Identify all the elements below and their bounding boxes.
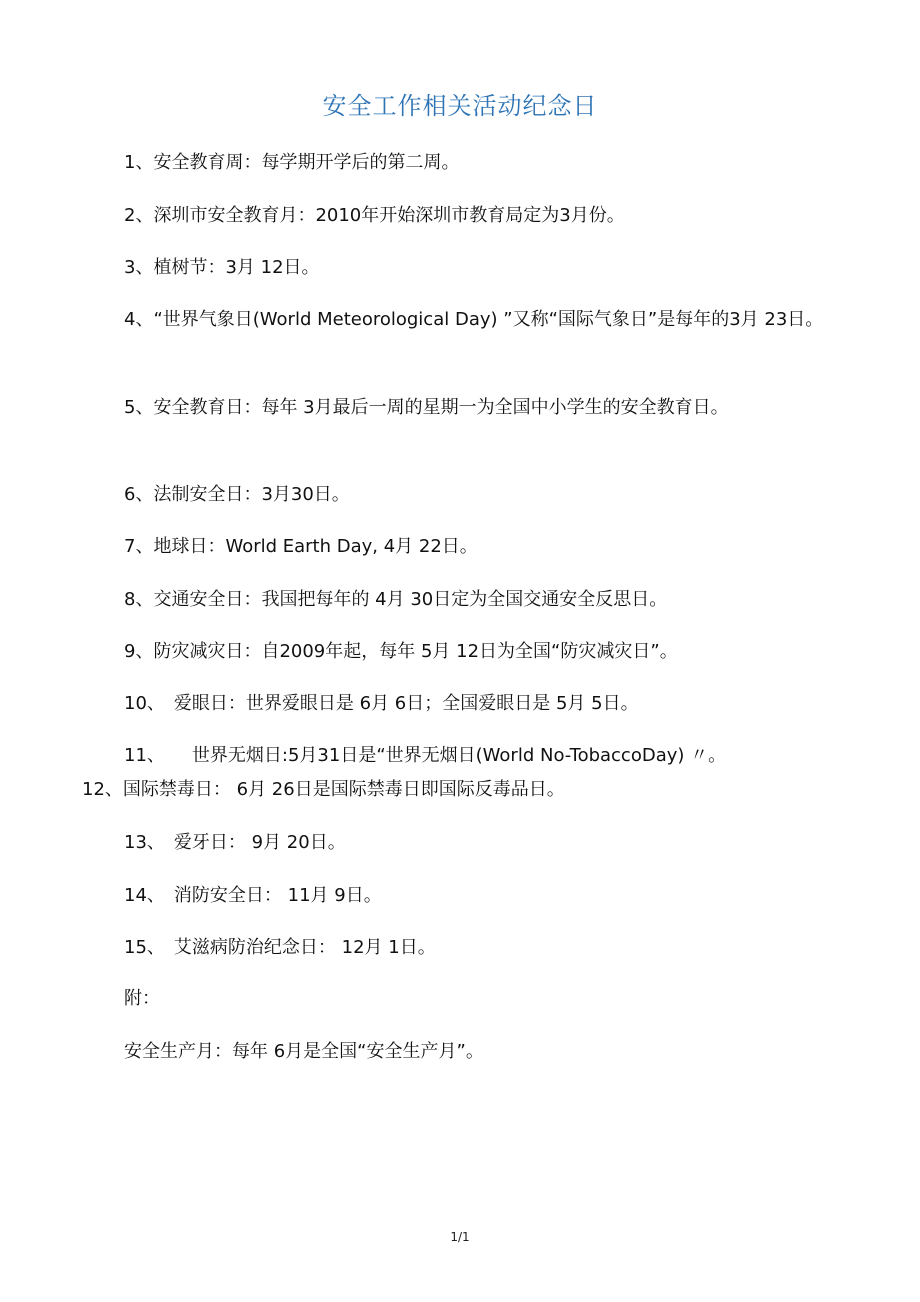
- list-item-7: 7、地球日：World Earth Day, 4月 22日。: [124, 536, 478, 557]
- list-item-12: 12、国际禁毒日： 6月 26日是国际禁毒日即国际反毒品日。: [82, 779, 565, 800]
- appendix-label: 附：: [124, 988, 160, 1009]
- list-item-15: 15、 艾滋病防治纪念日： 12月 1日。: [124, 937, 436, 958]
- list-item-4: 4、“世界气象日(World Meteorological Day) ”又称“国际气象日”是每年的3月 23日。: [124, 309, 824, 330]
- list-item-8: 8、交通安全日：我国把每年的 4月 30日定为全国交通安全反思日。: [124, 589, 668, 610]
- list-item-11: 11、 世界无烟日:5月31日是“世界无烟日(World No-TobaccoDay) 〃。: [124, 745, 727, 766]
- list-item-14: 14、 消防安全日： 11月 9日。: [124, 885, 382, 906]
- list-item-5: 5、安全教育日：每年 3月最后一周的星期一为全国中小学生的安全教育日。: [124, 397, 729, 418]
- list-item-1: 1、安全教育周：每学期开学后的第二周。: [124, 152, 460, 173]
- list-item-6: 6、法制安全日：3月30日。: [124, 484, 350, 505]
- list-item-9: 9、防灾减灾日：自2009年起，每年 5月 12日为全国“防灾减灾日”。: [124, 641, 678, 662]
- appendix-text: 安全生产月：每年 6月是全国“安全生产月”。: [124, 1041, 484, 1062]
- list-item-3: 3、植树节：3月 12日。: [124, 257, 320, 278]
- list-item-2: 2、深圳市安全教育月：2010年开始深圳市教育局定为3月份。: [124, 205, 625, 226]
- document-title: 安全工作相关活动纪念日: [322, 92, 598, 120]
- page-number: 1/1: [450, 1230, 470, 1244]
- list-item-10: 10、 爱眼日：世界爱眼日是 6月 6日；全国爱眼日是 5月 5日。: [124, 693, 639, 714]
- list-item-13: 13、 爱牙日： 9月 20日。: [124, 832, 346, 853]
